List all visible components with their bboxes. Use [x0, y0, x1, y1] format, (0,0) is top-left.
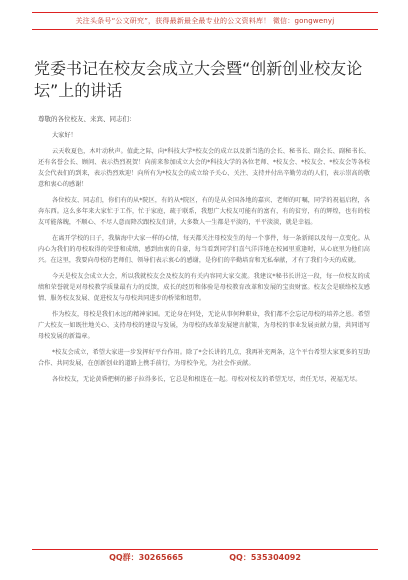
body-paragraph: *校友会成立，希望大家进一步发挥好平台作用。除了*会长讲的几点，我再补充两条，这个平台希望大家更多的互助合作、共同发展，在创新创业的道路上携手前行，为母校争光，为社会作贡献。 [38, 349, 370, 367]
document-title: 党委书记在校友会成立大会暨“创新创业校友论坛”上的讲话 [34, 59, 363, 100]
body-paragraph: 作为校友，母校是我们永远的精神家园。无论身在何处，无论从事何种职业，我们都不会忘记母校的培养之恩。希望广大校友一如既往地关心、支持母校的建设与发展，为母校的改革发展建言献策，为母校的事业发展贡献力量，共同谱写母校发展的新篇章。 [38, 311, 370, 340]
body-paragraph: 各位校友，无论黄昏把树的影子拉得多长，它总是和根连在一起。母校对校友的希望无尽，责任无尽，祝福无尽。 [52, 376, 362, 383]
body-paragraph: 云天收夏色，木叶动秋声。值此之际，向*科技大学*校友会的成立以及新当选的会长、秘书长、副会长、副秘书长、还有名誉会长、顾问、表示热烈祝贺！向前来参加成立大会的*科技大学的各位老师、*校友会、*校友会、*校友会等各校友会代表们的到来，表示热烈欢迎！向所有为*校友会的成立给予关心、关注、支持并付出辛勤劳动的人们，表示崇高的敬意和衷心的感谢！ [38, 148, 370, 188]
qq-label: QQ：535304092 [229, 553, 301, 562]
qq-group-label: QQ群：30265665 [109, 553, 184, 562]
footer [32, 552, 378, 566]
banner-text: 关注头条号“公文研究”，获得最新最全最专业的公文资料库！ 微信：gongwenyj [75, 17, 335, 25]
body-paragraph: 各位校友、同志们，你们有的从*院区，有的从*院区，有的是从全国各地的嘉宾、老师的叮嘱，同学的祝福启程，各奔东西。这么多年来大家忙于工作，忙于家庭，疏于联系，我想广大校友可能有的富有，有的贫穷，有的辉煌，也有的校友可能落魄，不顺心、不尽人意而降次跟校友们讲，大多数人一生都是平淡的，平平淡淡，就是幸福。 [38, 197, 370, 226]
greeting: 大家好！ [52, 132, 77, 139]
document-body [38, 130, 370, 530]
body-paragraph: 今天是校友会成立大会，所以我就校友会及校友的有关内容同大家交流。我建议*秘书长讲这一段，每一位校友的成绩和荣誉就是对母校教学质量最有力的反馈，成长的经历和体验是母校教育改革和发展的宝贵财富。校友会是联络校友感情、服务校友发展、促进校友与母校共同进步的桥梁和纽带。 [38, 273, 370, 302]
header-banner [32, 12, 378, 30]
body-paragraph: 在离开学校的日子，我脑海中大家一样的心情，每天都关注母校发生的每一个事件，每一条新闻以及每一点变化。从内心为我们的母校取得的荣誉和成绩，感到由衷的自豪，每当看到同学们喜气洋洋地在校园里重逢时，从心底里为他们高兴。在这里，我要向母校的老师们、领导们表示衷心的感谢，是你们的辛勤培育和无私奉献，才有了我们今天的成就。 [38, 235, 370, 264]
salutation: 尊敬的各位校友、来宾、同志们： [38, 115, 136, 123]
footer-divider [32, 549, 378, 550]
